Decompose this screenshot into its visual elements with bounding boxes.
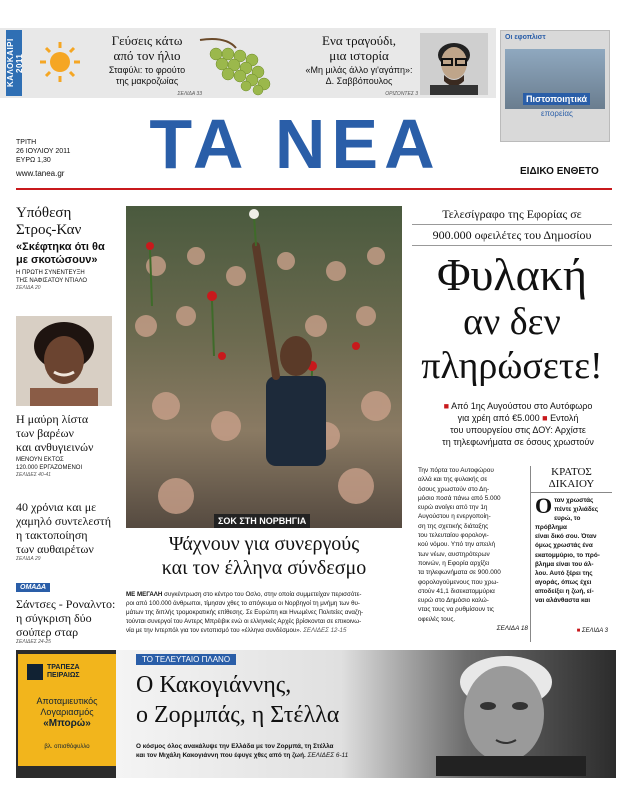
tax-body-line: οφειλές τους. [418, 615, 456, 623]
rule-of-law-line: πέντε χιλιάδες [554, 506, 599, 514]
tax-body-line: κού νόμου. Υπό την απειλή [418, 541, 496, 549]
tax-body-line: τα τηλεφωνήματα σε 900.000 [418, 569, 501, 577]
rule-of-law-line: ναι αλάνθαστα και [535, 597, 591, 605]
supplement-thumbnail[interactable]: Οι εφοπλιστ Πιστοποιητικά επορείας [500, 30, 610, 142]
bank-logo: ΤΡΑΠΕΖΑ ΠΕΙΡΑΙΩΣ [27, 662, 107, 682]
tax-body-line: ευρώ στο Δημόσιο καλώ- [418, 597, 489, 605]
newspaper-logo: ΤΑ ΝΕΑ [149, 105, 441, 183]
savvopoulos-portrait-image [420, 33, 488, 95]
norway-shock-tag: ΣΟΚ ΣΤΗ ΝΟΡΒΗΓΙΑ [214, 514, 310, 528]
special-insert-label: ΕΙΔΙΚΟ ΕΝΘΕΤΟ [520, 166, 599, 177]
grapes-image [196, 34, 286, 96]
rule-of-law-line: βλημα είναι του άλ- [535, 560, 594, 568]
crowd-illustration [126, 206, 402, 528]
rule-of-law-line: είναι δικό σου. Όταν [535, 533, 597, 541]
rule-of-law-line: όμως χρωστάς ένα [535, 542, 593, 550]
last-shot-tag: ΤΟ ΤΕΛΕΥΤΑΙΟ ΠΛΑΝΟ [136, 654, 236, 665]
tax-bullets: ■ Από 1ης Αυγούστου στο Αυτόφωρο για χρέη από €5.000 ■ Εντολή του υπουργείου στις ΔΟΥ: Αρχίστε τη τηλεφωνήματα σε όσους χρωστούν [442, 401, 594, 447]
website-url[interactable]: www.tanea.gr [16, 169, 65, 178]
teaser-grapes[interactable]: Γεύσεις κάτω από τον ήλιο Σταφύλι: το φρούτο της μακροζωίας ΣΕΛΙΔΑ 33 [108, 33, 202, 97]
rule-of-law-text: Ο ταν χρωστάς πέντε χιλιάδες ευρώ, το πρόβλημα είναι δικό σου. Όταν όμως χρωστάς ένα εκατομμύριο, το πρό- βλημα είναι του άλ- λου. Αυτό ξέρει της αγοράς, όπως έχει αποδείξει η ζωή, εί- ναι αλάνθαστα και [531, 496, 612, 605]
tax-body-line: ποινών, η Εφορία αρχίζει [418, 559, 490, 567]
rule-of-law-line: λου. Αυτό ξέρει της [535, 569, 593, 577]
teaser-song[interactable]: Ενα τραγούδι, μια ιστορία «Μη μιλάς άλλο γι'αγάπη»: Δ. Σαββόπουλος ΟΡΙΖΟΝΤΕΣ 3 [305, 33, 418, 97]
omada-tag: ΟΜΑΔΑ [16, 583, 50, 592]
story-heavy-jobs[interactable]: Η μαύρη λίστα των βαρέων και ανθυγιεινών ΜΕΝΟΥΝ ΕΚΤΟΣ 120.000 ΕΡΓΑΖΟΜΕΝΟΙ ΣΕΛΙΔΕΣ 40-41 [16, 412, 94, 478]
tax-body-line: αλλά και της φυλακής σε [418, 476, 488, 484]
tax-headline[interactable]: Φυλακή αν δεν πληρώσετε! [421, 249, 603, 387]
issue-info: ΤΡΙΤΗ 26 ΙΟΥΛΙΟΥ 2011 ΕΥΡΩ 1,30 www.tanea.gr [16, 139, 71, 178]
rule-of-law-line: αποδείξει η ζωή, εί- [535, 587, 594, 595]
tax-body-line: ντας τους να ρυθμίσουν τις [418, 606, 494, 614]
tax-body-line: του τελευταίου φορολογι- [418, 532, 489, 540]
tax-body [418, 466, 528, 633]
norway-body: ΜΕ ΜΕΓΑΛΗ συγκέντρωση στο κέντρο του Οσλο, στην οποία συμμετείχαν περισσότε- ροι από 100.000 άνθρωποι, τίμησαν χθες το απόγευμα οι Νορβηγοί τη μνήμη των θυ- μάτων της διπλής τρομοκρατικής επίθεσης. Σε Ευρώπη και Ηνωμένες Πολιτείες αναζη- τούνται συνεργοί του Αντερς Μπρέιβικ ενώ οι ελληνικές Αρχές βρίσκονται σε επικοινω- νία με την Ιντερπόλ για τον εντοπισμό του «έλληνα συνδέσμου». ΣΕΛΙΔΕΣ 12-15 [126, 591, 364, 634]
rule-of-law-box[interactable]: ΚΡΑΤΟΣ ΔΙΚΑΙΟΥ Ο ταν χρωστάς πέντε χιλιάδες ευρώ, το πρόβλημα είναι δικό σου. Όταν όμως χρωστάς ένα εκατομμύριο, το πρό- βλημα είναι του άλ- λου. Αυτό ξέρει της αγοράς, όπως έχει αποδείξει η ζωή, εί- ναι αλάνθαστα και ■ ΣΕΛΙΔΑ 3 [530, 466, 612, 642]
story-sanchez-ronaldo[interactable]: ΟΜΑΔΑ Σάντσες - Ροναλντο: η σύγκριση δύο σούπερ σταρ ΣΕΛΙΔΕΣ 24-25 [16, 584, 116, 645]
kakogiannis-headline[interactable]: Ο Κακογιάννης, ο Ζορμπάς, η Στέλλα [136, 672, 340, 728]
diallo-portrait-image [16, 316, 112, 406]
rule-of-law-page: ■ ΣΕΛΙΔΑ 3 [576, 628, 608, 634]
tax-body-page: ΣΕΛΙΔΑ 18 [496, 625, 528, 633]
norway-headline[interactable]: Ψάχνουν για συνεργούς και τον έλληνα σύνδεσμο [161, 533, 367, 579]
rule-of-law-line: ευρώ, το πρόβλημα [535, 515, 581, 532]
tax-body-line: στούν 41,1 δισεκατομμύρια [418, 587, 495, 595]
tax-body-line: όσους χρωστούν στο Δη- [418, 485, 490, 493]
tax-kicker: Τελεσίγραφο της Εφορίας σε 900.000 οφειλέτες του Δημοσίου [412, 204, 612, 246]
bank-logo-icon [27, 664, 43, 680]
rule-of-law-line: εκατομμύριο, το πρό- [535, 551, 600, 559]
tax-body-line: Την πόρτα του Αυτοφώρου [418, 467, 494, 474]
tax-body-line: μόσιο ποσά πάνω από 5.000 [418, 494, 501, 502]
story-unauthorized-buildings[interactable]: 40 χρόνια και με χαμηλό συντελεστή η τακτοποίηση των αυθαιρέτων ΣΕΛΙΔΑ 29 [16, 500, 111, 562]
tax-body-line: ση της σχετικής διάταξης [418, 522, 489, 530]
tax-body-line: των νέων, αυστηρότερων [418, 550, 490, 558]
oslo-crowd-photo[interactable] [126, 206, 402, 528]
rule-of-law-line: αγοράς, όπως έχει [535, 578, 592, 586]
piraeus-bank-ad[interactable]: ΤΡΑΠΕΖΑ ΠΕΙΡΑΙΩΣ Αποταμιευτικός Λογαριασμός «Μπορώ» βλ. οπισθόφυλλο [18, 654, 116, 766]
header-divider [16, 188, 612, 190]
tax-body-line: ευρώ ανοίγει από την 1η [418, 504, 488, 512]
story-strauss-kahn[interactable]: Υπόθεση Στρος-Καν «Σκέφτηκα ότι θα με σκοτώσουν» Η ΠΡΩΤΗ ΣΥΝΕΝΤΕΥΞΗ ΤΗΣ ΝΑΦΙΣΑΤΟΥ ΝΤΙΑΛΟ ΣΕΛΙΔΑ 20 [16, 205, 105, 291]
tax-body-line: Αυγούστου η ενεργοποίη- [418, 513, 491, 521]
rule-of-law-line: ταν χρωστάς [554, 497, 594, 504]
sun-icon [38, 40, 82, 84]
kakogiannis-subtitle: Ο κόσμος όλος ανακάλυψε την Ελλάδα με τον Ζορμπά, τη Στέλλα και τον Μιχάλη Κακογιάννη που έφυγε χθες από τη ζωή. ΣΕΛΙΔΕΣ 6-11 [136, 743, 349, 759]
summer-label: ΚΑΛΟΚΑΙΡΙ 2011 [6, 30, 22, 96]
tax-body-line: φορολογούμενους που χρω- [418, 578, 499, 586]
